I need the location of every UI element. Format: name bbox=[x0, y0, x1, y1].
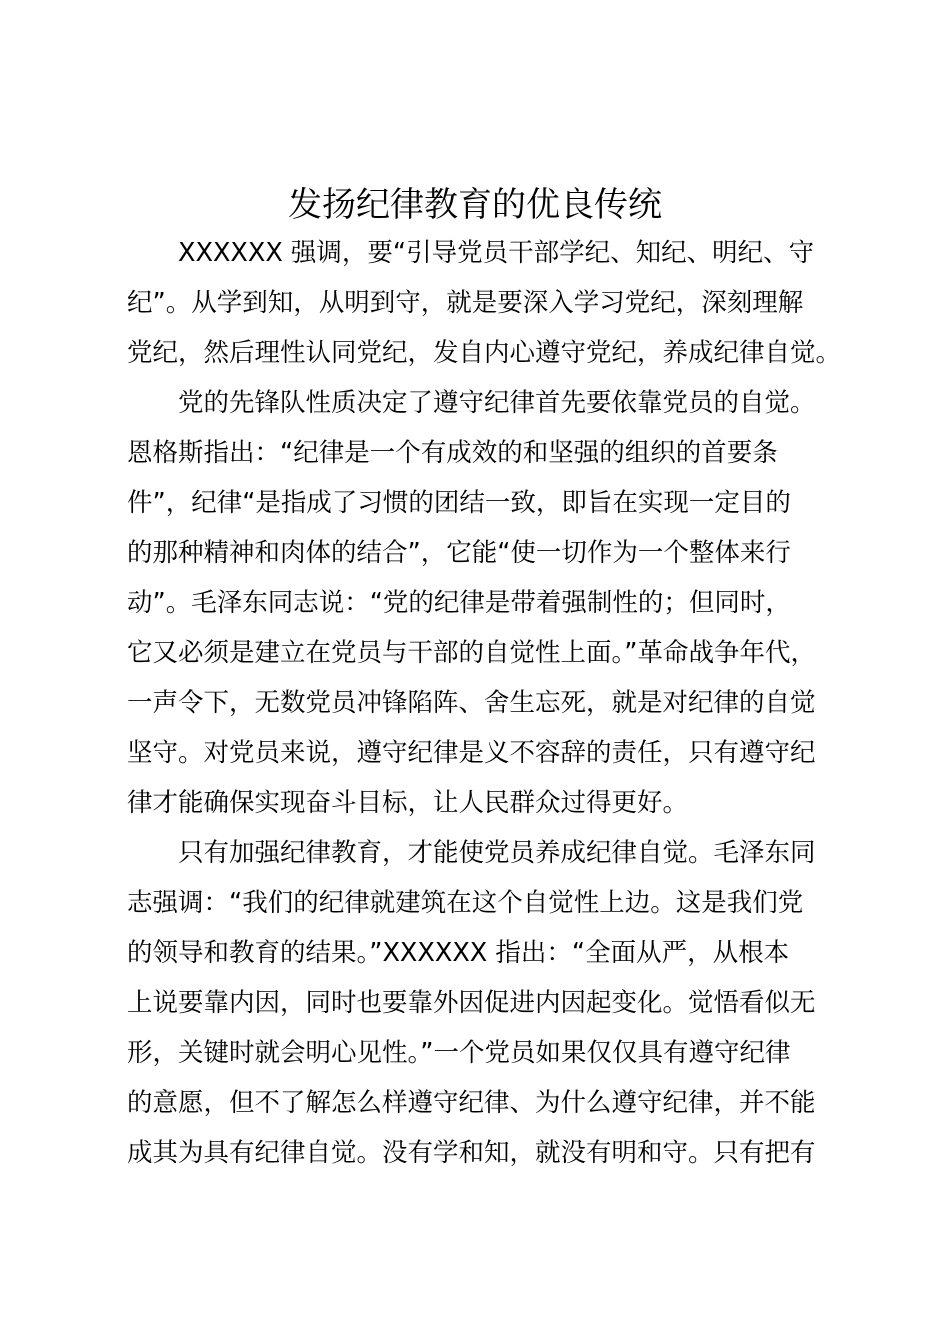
text-line: 动”。毛泽东同志说：“党的纪律是带着强制性的；但同时， bbox=[127, 588, 791, 618]
text-line: 志强调：“我们的纪律就建筑在这个自觉性上边。这是我们党 bbox=[127, 888, 804, 918]
document-body bbox=[127, 228, 842, 1178]
paragraph-3 bbox=[127, 828, 837, 1178]
text-line: 党的先锋队性质决定了遵守纪律首先要依靠党员的自觉。 bbox=[178, 388, 816, 418]
text-line: 律才能确保实现奋斗目标，让人民群众过得更好。 bbox=[127, 788, 689, 818]
text-line: 纪”。从学到知，从明到守，就是要深入学习党纪，深刻理解 bbox=[127, 288, 804, 318]
text-line: 只有加强纪律教育，才能使党员养成纪律自觉。毛泽东同 bbox=[178, 838, 816, 868]
text-line: 它又必须是建立在党员与干部的自觉性上面。”革命战争年代， bbox=[127, 638, 816, 668]
paragraph-2 bbox=[127, 378, 837, 828]
text-line: 的领导和教育的结果。”XXXXXX 指出：“全面从严，从根本 bbox=[127, 938, 790, 968]
text-line: 上说要靠内因，同时也要靠外因促进内因起变化。觉悟看似无 bbox=[127, 988, 816, 1018]
text-line: 成其为具有纪律自觉。没有学和知，就没有明和守。只有把有 bbox=[127, 1138, 816, 1168]
text-line: 的那种精神和肉体的结合”，它能“使一切作为一个整体来行 bbox=[127, 538, 791, 568]
text-line: 坚守。对党员来说，遵守纪律是义不容辞的责任，只有遵守纪 bbox=[127, 738, 816, 768]
text-line: 件”，纪律“是指成了习惯的团结一致，即旨在实现一定目的 bbox=[127, 488, 791, 518]
text-line: XXXXXX 强调，要“引导党员干部学纪、知纪、明纪、守 bbox=[178, 238, 815, 268]
text-line: 恩格斯指出：“纪律是一个有成效的和坚强的组织的首要条 bbox=[127, 438, 778, 468]
paragraph-1 bbox=[127, 228, 842, 378]
text-line: 的意愿，但不了解怎么样遵守纪律、为什么遵守纪律，并不能 bbox=[127, 1088, 816, 1118]
text-line: 形，关键时就会明心见性。”一个党员如果仅仅具有遵守纪律 bbox=[127, 1038, 791, 1068]
text-line: 党纪，然后理性认同党纪，发自内心遵守党纪，养成纪律自觉。 bbox=[127, 338, 842, 368]
text-line: 一声令下，无数党员冲锋陷阵、舍生忘死，就是对纪律的自觉 bbox=[127, 688, 816, 718]
document-title: 发扬纪律教育的优良传统 bbox=[288, 185, 662, 225]
